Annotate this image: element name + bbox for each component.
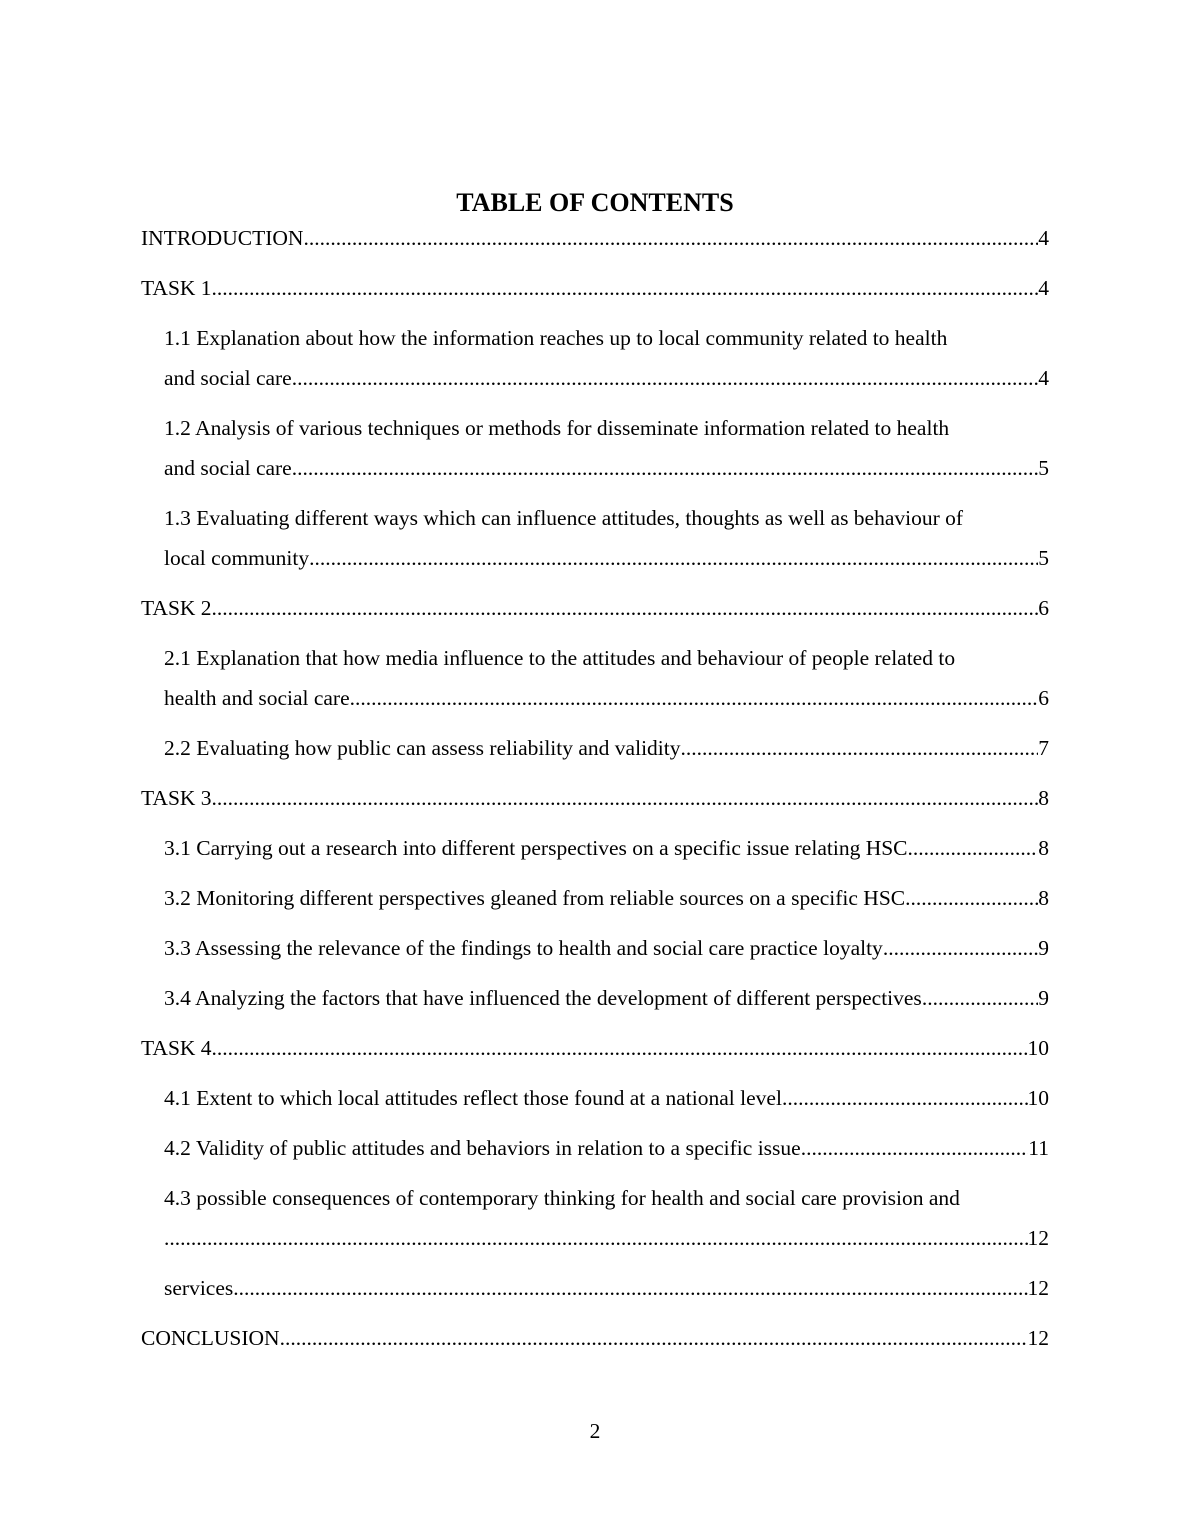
- toc-entry-title: CONCLUSION: [141, 1326, 280, 1350]
- toc-entry-task-4[interactable]: [141, 1028, 1049, 1068]
- page-title: TABLE OF CONTENTS: [456, 188, 734, 217]
- toc-entry-title: 3.2 Monitoring different perspectives gleaned from reliable sources on a specific HSC: [164, 886, 906, 910]
- dot-leader: [292, 448, 1039, 488]
- toc-page-number: 11: [1028, 1136, 1049, 1160]
- toc-page-number: 5: [1038, 456, 1049, 480]
- toc-page-number: 12: [1027, 1326, 1049, 1350]
- toc-entry-3-4[interactable]: [164, 978, 1049, 1018]
- toc-entry-1-3[interactable]: [164, 498, 1049, 578]
- table-of-contents: [141, 218, 1049, 1368]
- toc-page-number: 9: [1038, 986, 1049, 1010]
- toc-entry-title-last-line: and social care: [164, 366, 292, 390]
- toc-page-number: 12: [1027, 1276, 1049, 1300]
- toc-entry-title: 2.2 Evaluating how public can assess reliability and validity: [164, 736, 681, 760]
- toc-entry-1-2[interactable]: [164, 408, 1049, 488]
- dot-leader: [905, 878, 1038, 918]
- toc-page-number: 8: [1038, 786, 1049, 810]
- dot-leader: [292, 358, 1039, 398]
- dot-leader: [212, 1028, 1028, 1068]
- toc-entry-1-1[interactable]: [164, 318, 1049, 398]
- dot-leader: [164, 1218, 1028, 1258]
- toc-page-number: 4: [1038, 276, 1049, 300]
- toc-entry-4-2[interactable]: [164, 1128, 1049, 1168]
- toc-page-number: 10: [1027, 1036, 1049, 1060]
- dot-leader: [883, 928, 1038, 968]
- toc-entry-title-last-line: health and social care: [164, 686, 350, 710]
- dot-leader: [350, 678, 1039, 718]
- toc-entry-task-2[interactable]: [141, 588, 1049, 628]
- toc-page-number: 9: [1038, 936, 1049, 960]
- dot-leader: [309, 538, 1038, 578]
- toc-entry-title-last-line: local community: [164, 546, 310, 570]
- toc-page-number: 8: [1038, 836, 1049, 860]
- dot-leader: [680, 728, 1038, 768]
- toc-entry-title: 3.1 Carrying out a research into different perspectives on a specific issue relating HSC: [164, 836, 908, 860]
- toc-entry-title: TASK 4: [141, 1036, 212, 1060]
- dot-leader: [908, 828, 1039, 868]
- dot-leader: [303, 218, 1038, 258]
- toc-entry-task-1[interactable]: [141, 268, 1049, 308]
- toc-entry-title: 4.2 Validity of public attitudes and behaviors in relation to a specific issue: [164, 1136, 801, 1160]
- toc-entry-title-first-line: 2.1 Explanation that how media influence to the attitudes and behaviour of people related to: [164, 646, 956, 670]
- toc-entry-2-2[interactable]: [164, 728, 1049, 768]
- page-number: 2: [589, 1419, 601, 1443]
- toc-entry-2-1[interactable]: [164, 638, 1049, 718]
- toc-page-number: 6: [1038, 686, 1049, 710]
- toc-page-number: 10: [1027, 1086, 1049, 1110]
- toc-entry-title-last-line: and social care: [164, 456, 292, 480]
- toc-entry-title-first-line: 1.3 Evaluating different ways which can influence attitudes, thoughts as well as behaviour of: [164, 506, 964, 530]
- toc-entry-title-first-line: 1.2 Analysis of various techniques or methods for disseminate information related to health: [164, 416, 950, 440]
- toc-entry-introduction[interactable]: [141, 218, 1049, 258]
- toc-entry-title: INTRODUCTION: [141, 226, 304, 250]
- dot-leader: [212, 778, 1039, 818]
- toc-entry-4-3[interactable]: [164, 1178, 1049, 1258]
- toc-entry-4-1[interactable]: [164, 1078, 1049, 1118]
- toc-entry-3-2[interactable]: [164, 878, 1049, 918]
- toc-entry-task-3[interactable]: [141, 778, 1049, 818]
- toc-page-number: 6: [1038, 596, 1049, 620]
- toc-entry-conclusion[interactable]: [141, 1318, 1049, 1358]
- toc-entry-title: 3.3 Assessing the relevance of the findings to health and social care practice loyalty: [164, 936, 883, 960]
- dot-leader: [801, 1128, 1029, 1168]
- toc-entry-title: 4.1 Extent to which local attitudes reflect those found at a national level: [164, 1086, 782, 1110]
- toc-entry-services[interactable]: [164, 1268, 1049, 1308]
- toc-entry-title: services: [164, 1276, 234, 1300]
- toc-page-number: 4: [1038, 366, 1049, 390]
- toc-page-number: 4: [1038, 226, 1049, 250]
- toc-page-number: 8: [1038, 886, 1049, 910]
- toc-page-number: 12: [1027, 1226, 1049, 1250]
- dot-leader: [212, 588, 1039, 628]
- toc-entry-title: TASK 2: [141, 596, 212, 620]
- toc-entry-3-1[interactable]: [164, 828, 1049, 868]
- dot-leader: [212, 268, 1039, 308]
- toc-entry-title: 3.4 Analyzing the factors that have influenced the development of different perspectives: [164, 986, 922, 1010]
- toc-entry-title: TASK 1: [141, 276, 212, 300]
- toc-page-number: 7: [1038, 736, 1049, 760]
- dot-leader: [782, 1078, 1028, 1118]
- dot-leader: [922, 978, 1038, 1018]
- toc-page-number: 5: [1038, 546, 1049, 570]
- dot-leader: [280, 1318, 1028, 1358]
- toc-entry-title: TASK 3: [141, 786, 212, 810]
- dot-leader: [233, 1268, 1027, 1308]
- toc-entry-title-first-line: 4.3 possible consequences of contemporary thinking for health and social care provision and: [164, 1186, 960, 1210]
- toc-entry-3-3[interactable]: [164, 928, 1049, 968]
- toc-entry-title-first-line: 1.1 Explanation about how the information reaches up to local community related to health: [164, 326, 948, 350]
